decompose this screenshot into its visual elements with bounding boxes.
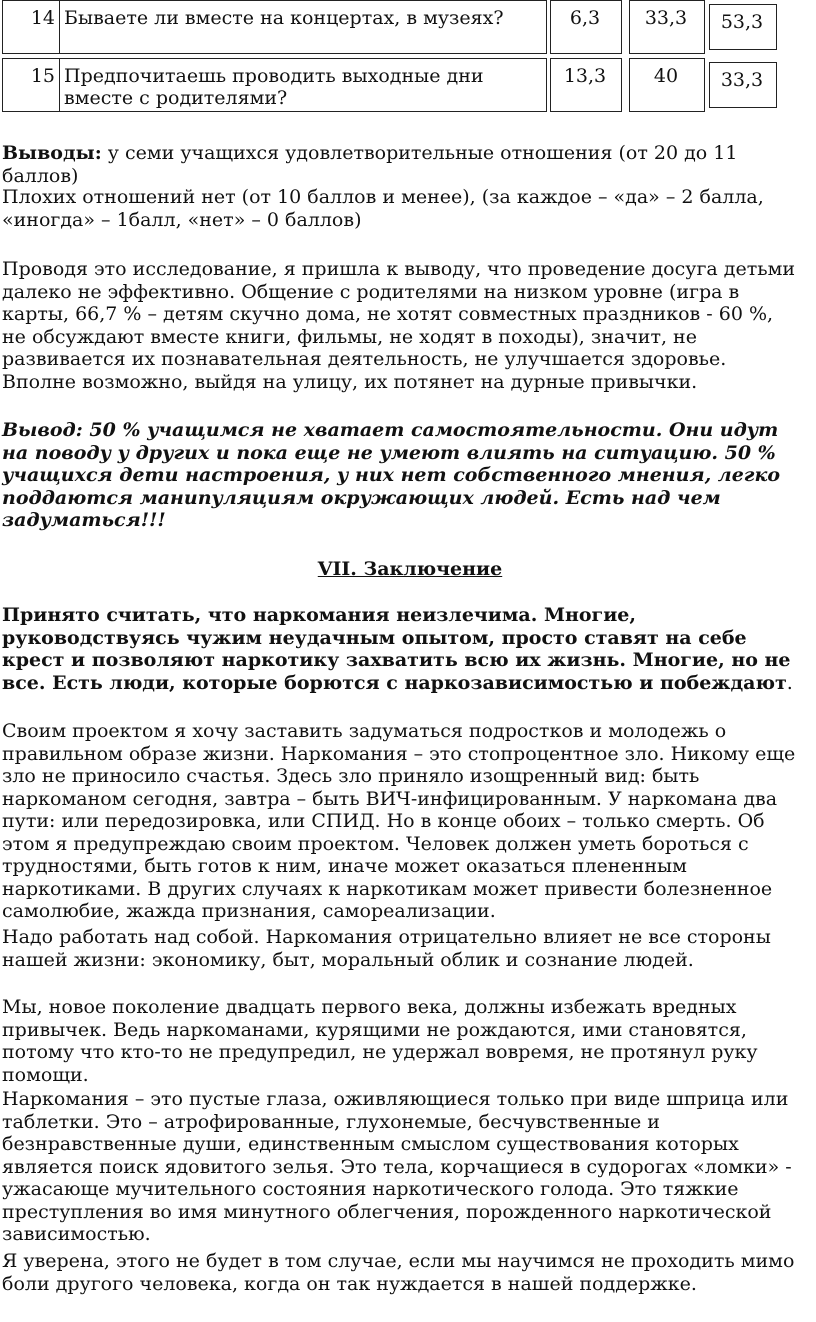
final-paragraph: Я уверена, этого не будет в том случае, если мы научимся не проходить мимо боли другого человека, когда он так нуждается в нашей поддержке. (2, 1250, 795, 1295)
conclusions-text: у семи учащихся удовлетворительные отношения (от 20 до 11 баллов) (2, 142, 738, 187)
generation-paragraph: Мы, новое поколение двадцать первого века, должны избежать вредных привычек. Ведь наркоманами, курящими не рождаются, ими становятся, потому что кто-то не предупредил, не удержал вовремя, не протянул руку помощи. (2, 996, 758, 1086)
conclusions-label: Выводы: (2, 142, 102, 164)
value-cell: 33,3 (709, 62, 777, 108)
intro-end: . (786, 671, 793, 694)
intro-paragraph (2, 604, 807, 694)
value-cell: 53,3 (709, 4, 777, 50)
value-cell: 13,3 (550, 58, 622, 112)
row-number: 14 (2, 0, 60, 54)
row-number: 15 (2, 58, 60, 112)
table-row (2, 0, 776, 54)
value-cell: 40 (629, 58, 705, 112)
project-paragraph: Своим проектом я хочу заставить задуматься подростков и молодежь о правильном образе жизни. Наркомания – это стопроцентное зло. Никому еще зло не приносило счастья. Здесь зло приняло изощренный вид: быть наркоманом сегодня, завтра – быть ВИЧ-инфицированным. У наркомана два пути: или передозировка, или СПИД. Но в конце обоих – только смерть. Об этом я предупреждаю своим проектом. Человек должен уметь бороться с трудностями, быть готов к ним, иначе может оказаться плененным наркотиками. В других случаях к наркотикам может привести болезненное самолюбие, жажда признания, самореализации. (2, 720, 796, 922)
intro-bold-text: Принято считать, что наркомания неизлечима. Многие, руководствуясь чужим неудачным опытом, просто ставят на себе крест и позволяют наркотику захватить всю их жизнь. Многие, но не все. Есть люди, которые борются с наркозависимостью и побеждают (2, 604, 791, 694)
question-cell: Бываете ли вместе на концертах, в музеях? (59, 0, 547, 54)
work-paragraph: Надо работать над собой. Наркомания отрицательно влияет не все стороны нашей жизни: экономику, быт, моральный облик и сознание людей. (2, 926, 771, 971)
research-paragraph: Проводя это исследование, я пришла к выводу, что проведение досуга детьми далеко не эффективно. Общение с родителями на низком уровне (игра в карты, 66,7 % – детям скучно дома, не хотят совместных праздников - 60 %, не обсуждают вместе книги, фильмы, не ходят в походы), значит, не развивается их познавательная деятельность, не улучшается здоровье. Вполне возможно, выйдя на улицу, их потянет на дурные привычки. (2, 258, 796, 393)
table-row (2, 58, 776, 112)
scoring-paragraph: Плохих отношений нет (от 10 баллов и менее), (за каждое – «да» – 2 балла, «иногда» – 1балл, «нет» – 0 баллов) (2, 186, 764, 231)
addiction-paragraph: Наркомания – это пустые глаза, оживляющиеся только при виде шприца или таблетки. Это – атрофированные, глухонемые, бесчувственные и безнравственные души, единственным смыслом существования которых является поиск ядовитого зелья. Это тела, корчащиеся в судорогах «ломки» - ужасающе мучительного состояния наркотического голода. Это тяжкие преступления во имя минутного облегчения, порожденного наркотической зависимостью. (2, 1088, 792, 1245)
value-cell: 6,3 (550, 0, 622, 54)
section-heading: VII. Заключение (317, 558, 503, 580)
bold-conclusion-paragraph: Вывод: 50 % учащимся не хватает самостоятельности. Они идут на поводу у других и пока еще не умеют влиять на ситуацию. 50 % учащихся дети настроения, у них нет собственного мнения, легко поддаются манипуляциям окружающих людей. Есть над чем задуматься!!! (2, 419, 781, 531)
question-cell: Предпочитаешь проводить выходные дни вместе с родителями? (59, 58, 547, 112)
conclusions-paragraph (2, 142, 802, 187)
value-cell: 33,3 (629, 0, 705, 54)
